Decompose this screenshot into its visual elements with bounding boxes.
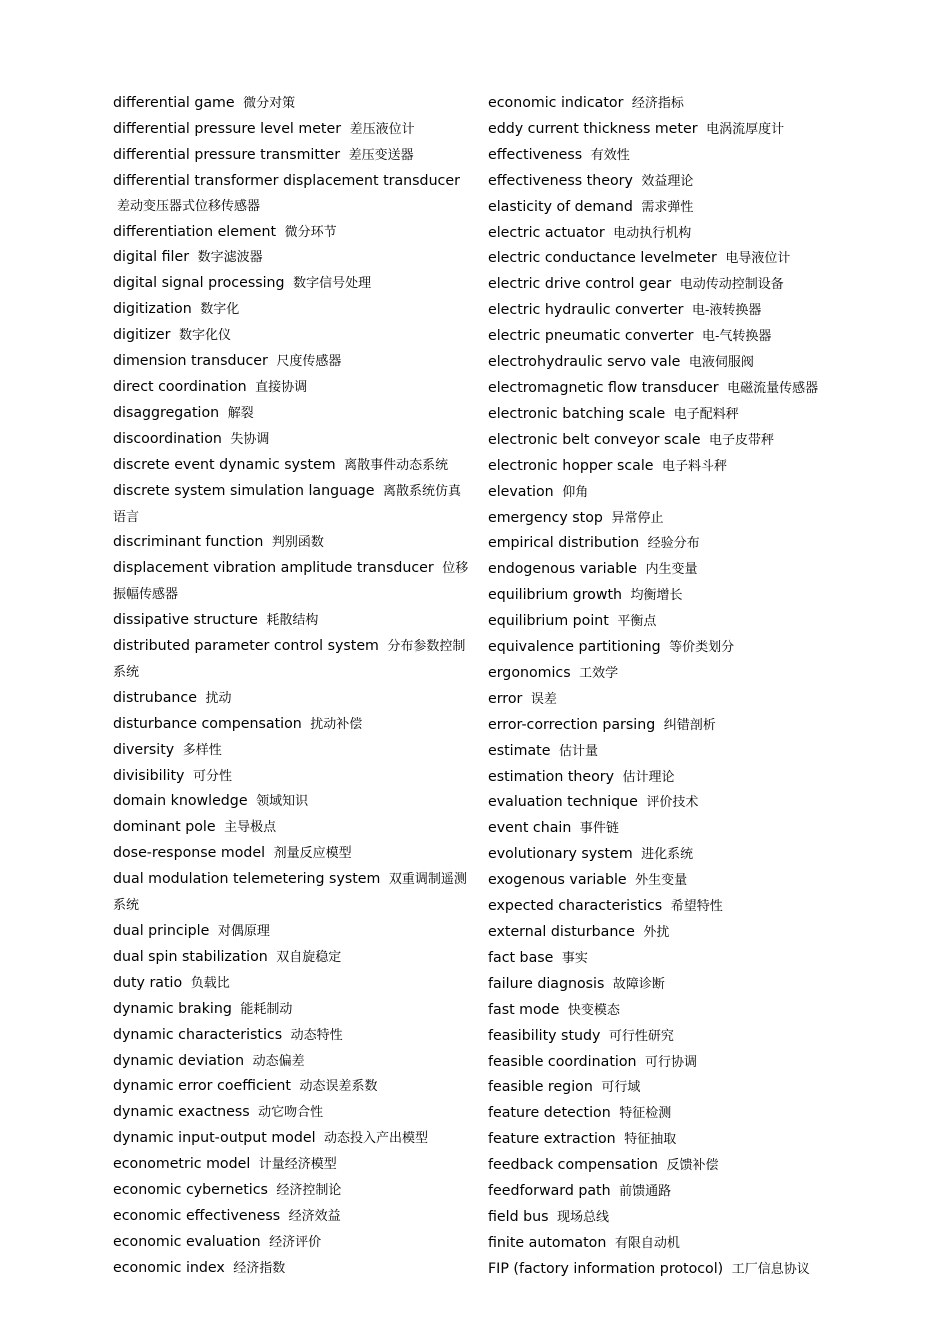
entry-term: electronic hopper scale bbox=[488, 457, 654, 474]
entry-translation: 经济控制论 bbox=[276, 1183, 342, 1199]
glossary-entry bbox=[113, 556, 469, 608]
entry-translation: 误差 bbox=[530, 691, 557, 707]
glossary-entry bbox=[488, 1179, 838, 1205]
entry-translation: 可行性研究 bbox=[608, 1028, 674, 1044]
glossary-entry bbox=[488, 1257, 838, 1283]
entry-translation: 事件链 bbox=[579, 821, 619, 837]
glossary-entry bbox=[113, 1074, 469, 1100]
entry-translation: 扰动补偿 bbox=[310, 716, 363, 732]
entry-translation: 快变模态 bbox=[567, 1002, 620, 1018]
entry-term: estimation theory bbox=[488, 768, 615, 785]
entry-translation: 数字化仪 bbox=[178, 328, 231, 344]
entry-translation: 动它吻合性 bbox=[258, 1105, 324, 1121]
glossary-entry bbox=[488, 1050, 838, 1076]
entry-translation: 动态偏差 bbox=[252, 1053, 305, 1069]
glossary-entry bbox=[113, 997, 469, 1023]
entry-term: economic cybernetics bbox=[113, 1182, 268, 1199]
glossary-entry bbox=[113, 686, 469, 712]
entry-translation: 动态投入产出模型 bbox=[324, 1131, 429, 1147]
glossary-entry bbox=[113, 634, 469, 686]
entry-translation: 电子皮带秤 bbox=[709, 432, 775, 448]
glossary-entry bbox=[488, 531, 838, 557]
glossary-entry bbox=[113, 349, 469, 375]
glossary-entry bbox=[113, 375, 469, 401]
glossary-entry bbox=[488, 816, 838, 842]
glossary-entry bbox=[113, 271, 469, 297]
entry-term: diversity bbox=[113, 741, 175, 758]
glossary-entry bbox=[488, 350, 838, 376]
entry-translation: 差压变送器 bbox=[348, 147, 414, 163]
entry-term: digital filer bbox=[113, 249, 190, 266]
entry-term: electric actuator bbox=[488, 224, 605, 241]
entry-translation: 耗散结构 bbox=[266, 613, 319, 629]
entry-term: dual principle bbox=[113, 923, 210, 939]
entry-translation: 电子配料秤 bbox=[673, 406, 739, 422]
entry-translation: 对偶原理 bbox=[217, 924, 270, 939]
entry-term: electric pneumatic converter bbox=[488, 328, 694, 345]
glossary-entry bbox=[488, 946, 838, 972]
glossary-entry bbox=[488, 169, 838, 195]
entry-term: event chain bbox=[488, 820, 572, 837]
glossary-entry bbox=[113, 220, 469, 246]
entry-term: differential game bbox=[113, 95, 235, 111]
entry-translation: 仰角 bbox=[562, 484, 589, 500]
entry-term: eddy current thickness meter bbox=[488, 120, 698, 137]
entry-term: elasticity of demand bbox=[488, 198, 633, 215]
glossary-entry bbox=[488, 1153, 838, 1179]
glossary-entry bbox=[488, 195, 838, 221]
entry-translation: 需求弹性 bbox=[641, 199, 694, 215]
entry-term: empirical distribution bbox=[488, 535, 640, 552]
entry-term: endogenous variable bbox=[488, 561, 637, 578]
glossary-entry bbox=[113, 91, 469, 117]
entry-term: electric hydraulic converter bbox=[488, 302, 684, 319]
entry-term: economic index bbox=[113, 1259, 225, 1276]
entry-term: dose-response model bbox=[113, 845, 266, 862]
entry-translation: 内生变量 bbox=[645, 562, 698, 578]
glossary-entry bbox=[113, 1100, 469, 1126]
entry-term: feature detection bbox=[488, 1105, 611, 1122]
glossary-entry bbox=[113, 1204, 469, 1230]
glossary-entry bbox=[113, 919, 469, 945]
glossary-entry bbox=[113, 169, 469, 220]
entry-translation: 差动变压器式位移传感器 bbox=[117, 198, 261, 214]
entry-translation: 微分环节 bbox=[284, 224, 337, 240]
entry-term: distributed parameter control system bbox=[113, 638, 379, 655]
glossary-entry bbox=[488, 765, 838, 791]
glossary-entry bbox=[488, 272, 838, 298]
entry-translation: 均衡增长 bbox=[630, 588, 683, 604]
entry-translation: 计量经济模型 bbox=[258, 1157, 337, 1173]
entry-term: electronic belt conveyor scale bbox=[488, 431, 701, 448]
entry-term: differential transformer displacement transducer bbox=[113, 172, 460, 189]
entry-term: electric drive control gear bbox=[488, 276, 672, 293]
glossary-entry bbox=[488, 221, 838, 247]
entry-term: exogenous variable bbox=[488, 872, 627, 889]
glossary-entry bbox=[488, 143, 838, 169]
entry-translation: 动态特性 bbox=[290, 1027, 343, 1043]
entry-term: digital signal processing bbox=[113, 275, 285, 292]
entry-translation: 数字化 bbox=[200, 302, 240, 318]
entry-translation: 领域知识 bbox=[256, 794, 309, 810]
glossary-entry bbox=[113, 401, 469, 427]
entry-term: domain knowledge bbox=[113, 793, 248, 810]
entry-translation: 事实 bbox=[561, 950, 588, 966]
entry-translation: 直接协调 bbox=[255, 379, 308, 395]
entry-term: disturbance compensation bbox=[113, 715, 302, 732]
entry-translation: 等价类划分 bbox=[669, 640, 735, 656]
entry-term: emergency stop bbox=[488, 509, 603, 526]
entry-term: feasible coordination bbox=[488, 1053, 637, 1070]
entry-term: digitizer bbox=[113, 327, 171, 344]
entry-term: economic evaluation bbox=[113, 1233, 261, 1250]
glossary-entry bbox=[488, 246, 838, 272]
glossary-right-column bbox=[488, 91, 838, 1283]
entry-translation: 失协调 bbox=[230, 431, 270, 447]
glossary-entry bbox=[113, 1126, 469, 1152]
glossary-entry bbox=[488, 972, 838, 998]
entry-term: economic indicator bbox=[488, 95, 624, 111]
entry-term: discrete system simulation language bbox=[113, 482, 375, 499]
glossary-entry bbox=[113, 479, 469, 531]
entry-translation: 异常停止 bbox=[611, 510, 664, 526]
entry-term: effectiveness bbox=[488, 146, 583, 163]
entry-translation: 特征检测 bbox=[619, 1106, 672, 1122]
glossary-entry bbox=[488, 454, 838, 480]
entry-translation: 电-液转换器 bbox=[692, 303, 762, 319]
entry-translation: 离散系统仿真语言 bbox=[113, 483, 462, 525]
glossary-entry bbox=[113, 815, 469, 841]
entry-term: error bbox=[488, 690, 523, 707]
entry-term: equilibrium growth bbox=[488, 587, 623, 604]
entry-translation: 数字滤波器 bbox=[197, 250, 263, 266]
entry-translation: 可行协调 bbox=[645, 1054, 698, 1070]
glossary-entry bbox=[488, 583, 838, 609]
entry-translation: 电-气转换器 bbox=[701, 329, 772, 345]
entry-translation: 可行域 bbox=[601, 1080, 641, 1096]
entry-term: dynamic deviation bbox=[113, 1052, 245, 1069]
glossary-entry bbox=[488, 428, 838, 454]
entry-term: evolutionary system bbox=[488, 846, 633, 863]
glossary-entry bbox=[488, 298, 838, 324]
glossary-entry bbox=[488, 868, 838, 894]
entry-term: expected characteristics bbox=[488, 898, 663, 915]
entry-term: failure diagnosis bbox=[488, 975, 605, 992]
glossary-entry bbox=[113, 1152, 469, 1178]
entry-term: external disturbance bbox=[488, 924, 635, 940]
glossary-entry bbox=[113, 1230, 469, 1256]
entry-translation: 外生变量 bbox=[635, 873, 688, 889]
entry-translation: 经济效益 bbox=[288, 1208, 341, 1224]
entry-term: dynamic exactness bbox=[113, 1104, 250, 1121]
entry-translation: 特征抽取 bbox=[624, 1132, 677, 1148]
entry-term: FIP (factory information protocol) bbox=[488, 1260, 724, 1277]
glossary-entry bbox=[488, 1101, 838, 1127]
glossary-entry bbox=[113, 323, 469, 349]
glossary-entry bbox=[488, 661, 838, 687]
entry-term: fact base bbox=[488, 949, 554, 966]
entry-translation: 分布参数控制系统 bbox=[113, 639, 466, 680]
entry-translation: 电动执行机构 bbox=[613, 225, 692, 241]
glossary-entry bbox=[488, 1127, 838, 1153]
glossary-entry bbox=[113, 738, 469, 764]
entry-term: discrete event dynamic system bbox=[113, 456, 336, 473]
entry-translation: 现场总线 bbox=[557, 1209, 610, 1225]
entry-term: disaggregation bbox=[113, 404, 220, 421]
entry-translation: 能耗制动 bbox=[240, 1001, 293, 1017]
entry-term: differentiation element bbox=[113, 223, 277, 240]
entry-term: dynamic error coefficient bbox=[113, 1078, 291, 1095]
entry-term: equivalence partitioning bbox=[488, 639, 661, 656]
entry-term: electrohydraulic servo vale bbox=[488, 354, 681, 371]
entry-translation: 电液伺服阀 bbox=[688, 355, 754, 371]
entry-translation: 双重调制遥测系统 bbox=[113, 872, 467, 914]
entry-translation: 离散事件动态系统 bbox=[344, 457, 449, 473]
glossary-entry bbox=[488, 1024, 838, 1050]
glossary-entry bbox=[113, 789, 469, 815]
glossary-entry bbox=[488, 324, 838, 350]
glossary-entry bbox=[113, 453, 469, 479]
entry-translation: 希望特性 bbox=[670, 899, 723, 915]
glossary-entry bbox=[488, 402, 838, 428]
glossary-entry bbox=[113, 608, 469, 634]
glossary-entry bbox=[488, 739, 838, 765]
glossary-entry bbox=[113, 945, 469, 971]
entry-term: dynamic characteristics bbox=[113, 1026, 283, 1043]
entry-term: error-correction parsing bbox=[488, 716, 656, 733]
glossary-entry bbox=[488, 635, 838, 661]
glossary-entry bbox=[488, 1231, 838, 1257]
entry-translation: 进化系统 bbox=[641, 847, 694, 863]
entry-translation: 微分对策 bbox=[243, 96, 296, 111]
entry-translation: 双自旋稳定 bbox=[276, 949, 342, 965]
entry-term: electric conductance levelmeter bbox=[488, 250, 717, 267]
glossary-entry bbox=[488, 557, 838, 583]
entry-translation: 工厂信息协议 bbox=[731, 1261, 810, 1277]
entry-translation: 有效性 bbox=[590, 147, 630, 163]
glossary-entry bbox=[488, 998, 838, 1024]
glossary-entry bbox=[113, 143, 469, 169]
entry-term: evaluation technique bbox=[488, 794, 638, 811]
entry-translation: 评价技术 bbox=[646, 795, 699, 811]
entry-term: differential pressure level meter bbox=[113, 120, 342, 137]
entry-term: dynamic braking bbox=[113, 1000, 232, 1017]
entry-translation: 前馈通路 bbox=[619, 1184, 672, 1200]
glossary-entry bbox=[488, 91, 838, 117]
glossary-entry bbox=[488, 687, 838, 713]
entry-term: fast mode bbox=[488, 1001, 560, 1018]
glossary-entry bbox=[488, 713, 838, 739]
glossary-entry bbox=[488, 609, 838, 635]
entry-term: feedback compensation bbox=[488, 1157, 658, 1174]
glossary-entry bbox=[488, 506, 838, 532]
entry-translation: 电导液位计 bbox=[725, 251, 791, 267]
entry-translation: 外扰 bbox=[643, 925, 670, 940]
entry-translation: 经济指数 bbox=[233, 1260, 286, 1276]
entry-term: equilibrium point bbox=[488, 613, 609, 630]
entry-term: duty ratio bbox=[113, 974, 183, 991]
entry-term: dual modulation telemetering system bbox=[113, 871, 381, 888]
entry-term: electronic batching scale bbox=[488, 405, 666, 422]
entry-translation: 有限自动机 bbox=[614, 1235, 680, 1251]
glossary-entry bbox=[488, 894, 838, 920]
entry-translation: 电磁流量传感器 bbox=[727, 380, 819, 396]
entry-term: electromagnetic flow transducer bbox=[488, 379, 719, 396]
entry-translation: 效益理论 bbox=[641, 173, 694, 189]
entry-term: feature extraction bbox=[488, 1131, 616, 1148]
glossary-entry bbox=[488, 1075, 838, 1101]
entry-translation: 故障诊断 bbox=[612, 976, 665, 992]
entry-translation: 主导极点 bbox=[224, 820, 277, 836]
entry-term: digitization bbox=[113, 301, 192, 318]
entry-translation: 纠错剖析 bbox=[663, 717, 716, 733]
entry-term: econometric model bbox=[113, 1156, 251, 1173]
glossary-entry bbox=[113, 971, 469, 997]
entry-translation: 工效学 bbox=[579, 665, 619, 681]
entry-translation: 动态误差系数 bbox=[299, 1079, 378, 1095]
entry-translation: 数字信号处理 bbox=[293, 276, 372, 292]
glossary-entry bbox=[488, 376, 838, 402]
entry-term: estimate bbox=[488, 742, 551, 759]
glossary-entry bbox=[488, 117, 838, 143]
glossary-entry bbox=[488, 790, 838, 816]
glossary-entry bbox=[488, 920, 838, 946]
glossary-entry bbox=[113, 1023, 469, 1049]
glossary-entry bbox=[113, 1049, 469, 1075]
entry-term: differential pressure transmitter bbox=[113, 146, 341, 163]
entry-translation: 电子料斗秤 bbox=[662, 458, 728, 474]
glossary-entry bbox=[113, 530, 469, 556]
entry-translation: 尺度传感器 bbox=[276, 354, 342, 370]
glossary-entry bbox=[113, 297, 469, 323]
entry-term: feasible region bbox=[488, 1079, 593, 1096]
entry-term: field bus bbox=[488, 1208, 549, 1225]
entry-term: dimension transducer bbox=[113, 353, 268, 370]
entry-translation: 电涡流厚度计 bbox=[706, 121, 785, 137]
entry-term: dynamic input-output model bbox=[113, 1130, 316, 1147]
entry-translation: 解裂 bbox=[227, 405, 254, 421]
glossary-entry bbox=[113, 764, 469, 790]
entry-term: discoordination bbox=[113, 430, 222, 447]
entry-term: feasibility study bbox=[488, 1027, 601, 1044]
entry-translation: 经济评价 bbox=[269, 1234, 322, 1250]
entry-term: ergonomics bbox=[488, 664, 571, 681]
entry-translation: 反馈补偿 bbox=[666, 1158, 719, 1174]
glossary-entry bbox=[113, 867, 469, 919]
entry-translation: 多样性 bbox=[182, 742, 222, 758]
entry-translation: 剂量反应模型 bbox=[273, 846, 352, 862]
glossary-entry bbox=[488, 1205, 838, 1231]
entry-term: finite automaton bbox=[488, 1234, 607, 1251]
entry-term: elevation bbox=[488, 483, 554, 500]
entry-translation: 估计理论 bbox=[622, 769, 675, 785]
entry-translation: 平衡点 bbox=[617, 614, 657, 630]
glossary-entry bbox=[113, 427, 469, 453]
entry-translation: 位移振幅传感器 bbox=[113, 561, 469, 603]
entry-term: displacement vibration amplitude transducer bbox=[113, 560, 434, 577]
glossary-entry bbox=[113, 245, 469, 271]
entry-translation: 电动传动控制设备 bbox=[679, 277, 784, 293]
entry-term: distrubance bbox=[113, 689, 197, 706]
entry-translation: 经济指标 bbox=[631, 96, 684, 111]
glossary-entry bbox=[488, 480, 838, 506]
glossary-entry bbox=[113, 117, 469, 143]
entry-translation: 差压液位计 bbox=[349, 121, 415, 137]
entry-term: feedforward path bbox=[488, 1183, 611, 1200]
glossary-entry bbox=[113, 1178, 469, 1204]
entry-translation: 经验分布 bbox=[647, 536, 700, 552]
glossary-left-column bbox=[113, 91, 469, 1282]
entry-translation: 负载比 bbox=[190, 975, 230, 991]
entry-term: divisibility bbox=[113, 767, 185, 784]
glossary-entry bbox=[113, 712, 469, 738]
entry-translation: 估计量 bbox=[558, 743, 598, 759]
entry-term: economic effectiveness bbox=[113, 1207, 281, 1224]
entry-term: dominant pole bbox=[113, 819, 216, 836]
entry-term: direct coordination bbox=[113, 378, 247, 395]
glossary-entry bbox=[113, 841, 469, 867]
entry-term: dissipative structure bbox=[113, 612, 258, 629]
glossary-entry bbox=[488, 842, 838, 868]
glossary-entry bbox=[113, 1256, 469, 1282]
entry-translation: 判别函数 bbox=[271, 535, 324, 551]
entry-term: discriminant function bbox=[113, 534, 264, 551]
entry-term: dual spin stabilization bbox=[113, 948, 268, 965]
entry-term: effectiveness theory bbox=[488, 172, 633, 189]
entry-translation: 可分性 bbox=[192, 768, 232, 784]
entry-translation: 扰动 bbox=[205, 690, 232, 706]
